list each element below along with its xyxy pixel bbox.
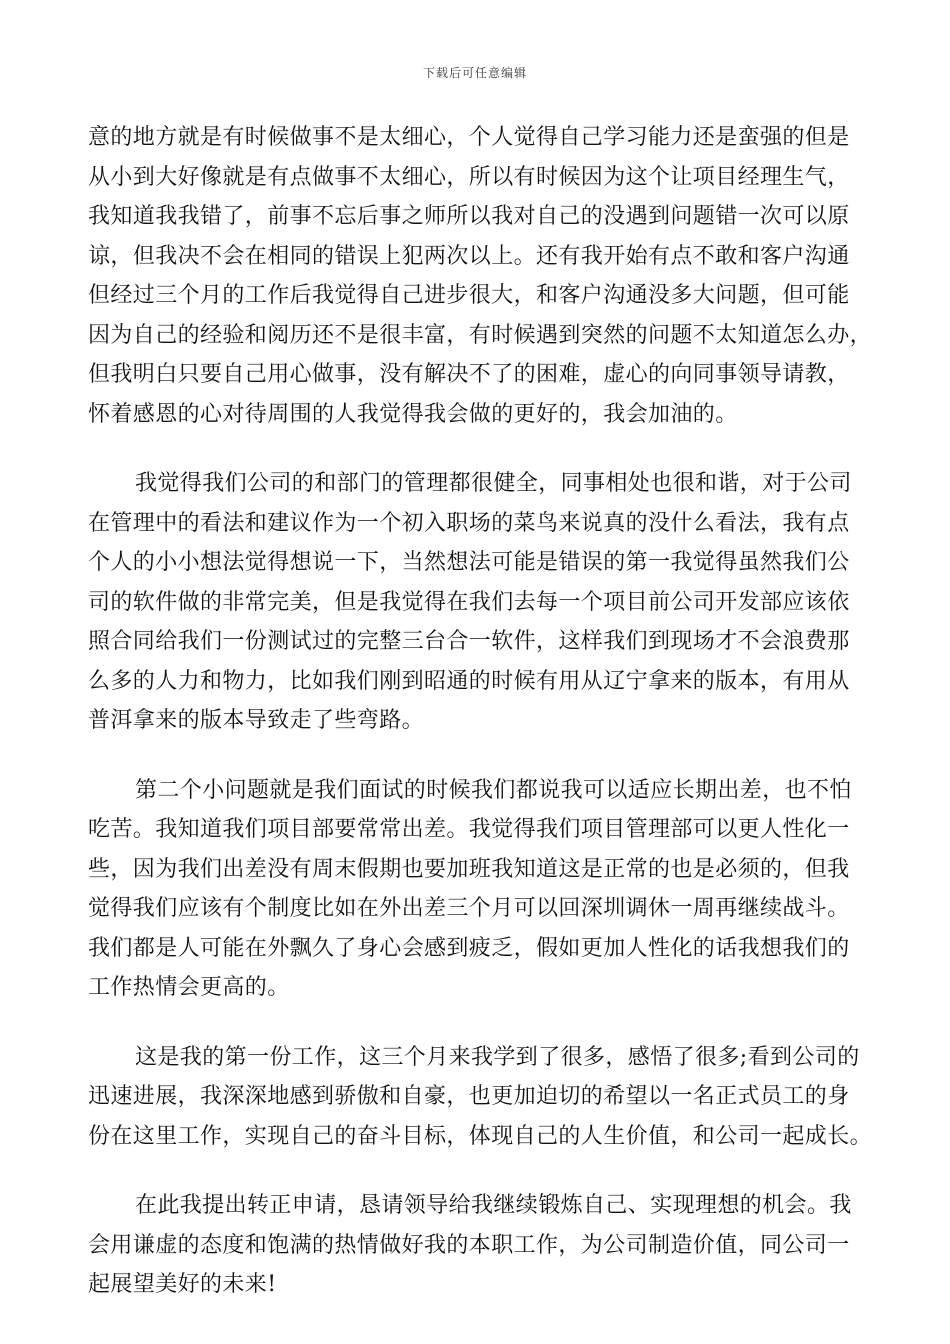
- paragraph-line: 我们都是人可能在外飘久了身心会感到疲乏，假如更加人性化的话我想我们的: [88, 935, 850, 961]
- paragraph-line: 迅速进展，我深深地感到骄傲和自豪，也更加迫切的希望以一名正式员工的身: [88, 1084, 850, 1109]
- paragraph-line: 这是我的第一份工作，这三个月来我学到了很多，感悟了很多;看到公司的: [135, 1044, 860, 1070]
- paragraph-line: 怀着感恩的心对待周围的人我觉得我会做的更好的，我会加油的。: [88, 401, 738, 427]
- document-body: [88, 118, 873, 1305]
- paragraph-line: 在此我提出转正申请，恳请领导给我继续锻炼自己、实现理想的机会。我: [135, 1193, 852, 1218]
- paragraph: [88, 1038, 873, 1157]
- paragraph-line: 但我明白只要自己用心做事，没有解决不了的困难，虚心的向同事领导请教，: [88, 362, 850, 387]
- paragraph-line: 司的软件做的非常完美，但是我觉得在我们去每一个项目前公司开发部应该依: [88, 589, 850, 615]
- paragraph-line: 起展望美好的未来!: [88, 1272, 277, 1297]
- paragraph-line: 会用谦虚的态度和饱满的热情做好我的本职工作，为公司制造价值，同公司一: [88, 1232, 850, 1258]
- paragraph-line: 份在这里工作，实现自己的奋斗目标，体现自己的人生价值，和公司一起成长。: [88, 1123, 873, 1149]
- paragraph-line: 普洱拿来的版本导致走了些弯路。: [88, 708, 425, 733]
- paragraph-line: 我知道我我错了，前事不忘后事之师所以我对自己的没遇到问题错一次可以原: [88, 204, 850, 229]
- paragraph-line: 觉得我们应该有个制度比如在外出差三个月可以回深圳调休一周再继续战斗。: [88, 896, 850, 921]
- paragraph-line: 意的地方就是有时候做事不是太细心，个人觉得自己学习能力还是蛮强的但是: [88, 125, 850, 150]
- paragraph-line: 谅，但我决不会在相同的错误上犯两次以上。还有我开始有点不敢和客户沟通: [88, 243, 850, 269]
- paragraph-line: 从小到大好像就是有点做事不太细心，所以有时候因为这个让项目经理生气，: [88, 164, 850, 190]
- paragraph: [88, 464, 868, 741]
- paragraph-line: 我觉得我们公司的和部门的管理都很健全，同事相处也很和谐，对于公司: [135, 471, 852, 496]
- paragraph-line: 但经过三个月的工作后我觉得自己进步很大，和客户沟通没多大问题，但可能: [88, 283, 850, 308]
- paragraph: [88, 1186, 868, 1305]
- paragraph-line: 因为自己的经验和阅历还不是很丰富，有时候遇到突然的问题不太知道怎么办，: [88, 322, 873, 348]
- paragraph-line: 第二个小问题就是我们面试的时候我们都说我可以适应长期出差，也不怕: [135, 777, 852, 803]
- paragraph: [88, 771, 868, 1008]
- paragraph-line: 在管理中的看法和建议作为一个初入职场的菜鸟来说真的没什么看法，我有点: [88, 510, 850, 536]
- paragraph-line: 些，因为我们出差没有周末假期也要加班我知道这是正常的也是必须的，但我: [88, 856, 850, 882]
- paragraph: [88, 118, 873, 434]
- paragraph-line: 照合同给我们一份测试过的完整三台合一软件，这样我们到现场才不会浪费那: [88, 629, 850, 654]
- paragraph-line: 个人的小小想法觉得想说一下，当然想法可能是错误的第一我觉得虽然我们公: [88, 550, 850, 575]
- paragraph-line: 吃苦。我知道我们项目部要常常出差。我觉得我们项目管理部可以更人性化一: [88, 817, 850, 842]
- paragraph-line: 工作热情会更高的。: [88, 975, 290, 1000]
- paragraph-line: 么多的人力和物力，比如我们刚到昭通的时候有用从辽宁拿来的版本，有用从: [88, 668, 850, 694]
- page-header: 下载后可任意编辑: [422, 66, 527, 80]
